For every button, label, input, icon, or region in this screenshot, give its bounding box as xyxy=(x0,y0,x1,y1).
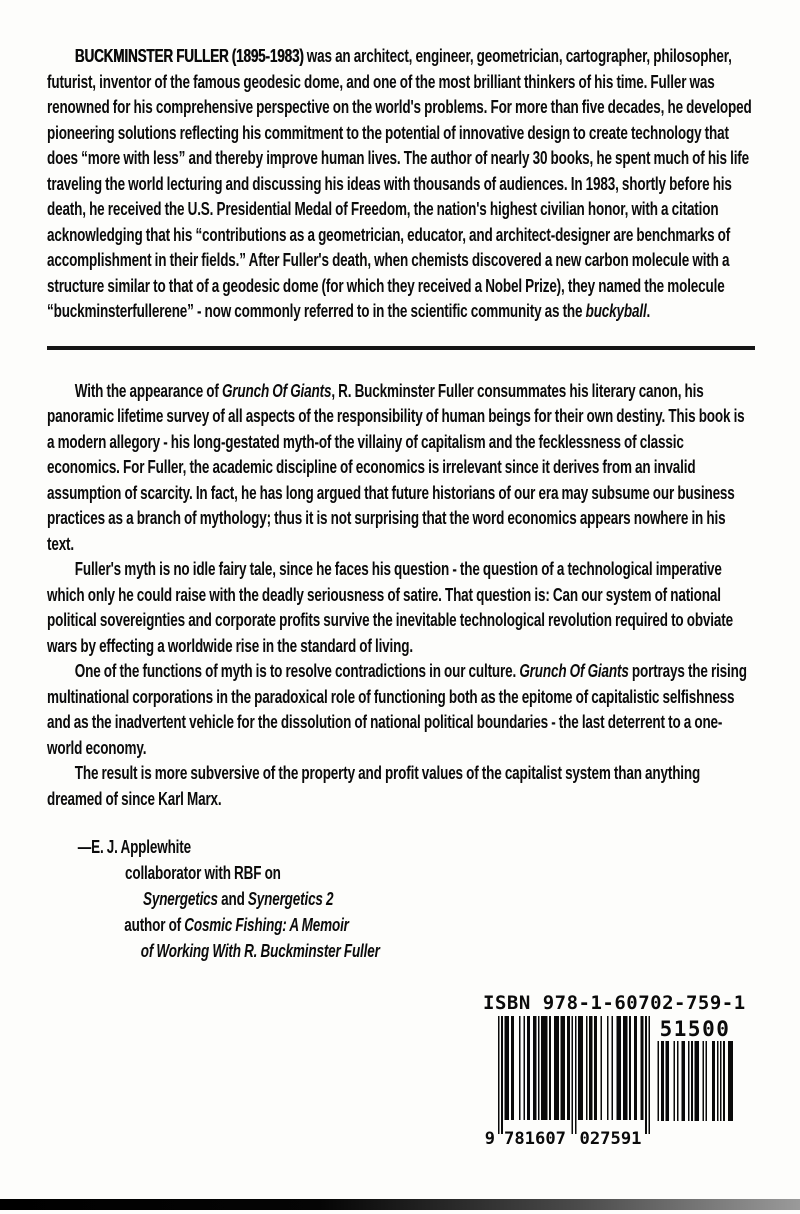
text-segment: One of the functions of myth is to resolve contradictions in our culture. xyxy=(74,661,520,681)
barcode-block xyxy=(483,992,746,1150)
text-segment: portrays the rising multinational corporations in the paradoxical role of functioning both as the epitome of capitalistic selfishness and as the inadvertent vehicle for the dissolution of national political boundaries - the last deterrent to a one-world economy. xyxy=(47,661,747,758)
text-segment: , R. Buckminster Fuller consummates his literary canon, his panoramic lifetime survey of all aspects of the responsibility of human beings for their own destiny. This book is a modern allegory - his long-gestated myth-of the villainy of capitalism and the fecklessness of classic economics. For Fuller, the academic discipline of economics is irrelevant since it derives from an invalid assumption of scarcity. In fact, he has long argued that future historians of our era may subsume our business practices as a branch of mythology; thus it is not surprising that the word economics appears nowhere in his text. xyxy=(47,380,745,554)
text-segment: of Working With R. Buckminster Fuller xyxy=(140,941,380,961)
attribution-role-line-4 xyxy=(47,938,755,964)
author-bio-paragraph xyxy=(47,44,755,325)
svg-text:9: 9 xyxy=(484,1129,495,1148)
attribution-role-line-3 xyxy=(47,912,755,938)
svg-text:027591: 027591 xyxy=(579,1129,642,1148)
text-segment: . xyxy=(646,301,651,321)
text-segment: Synergetics xyxy=(143,889,218,909)
text-segment: With the appearance of xyxy=(74,380,222,401)
attribution-name xyxy=(47,834,755,860)
text-segment: collaborator with RBF on xyxy=(125,863,281,883)
text-segment: author of xyxy=(124,915,185,935)
attribution-block xyxy=(47,834,755,964)
attribution-role-line-1 xyxy=(47,860,755,886)
attribution-role-line-2 xyxy=(47,886,755,912)
text-segment: —E. J. Applewhite xyxy=(77,837,191,857)
text-segment: was an architect, engineer, geometrician, cartographer, philosopher, futurist, inventor of the famous geodesic dome, and one of the most brilliant thinkers of his time. Fuller was renowned for his comprehensive perspective on the world's problems. For more than five decades, he developed pioneering solutions reflecting his commitment to the potential of innovative design to create technology that does “more with less” and thereby improve human lives. The author of nearly 30 books, he spent much of his life traveling the world lecturing and discussing his ideas with thousands of audiences. In 1983, shortly before his death, he received the U.S. Presidential Medal of Freedom, the nation's highest civilian honor, with a citation acknowledging that his “contributions as a geometrician, educator, and architect-designer are benchmarks of accomplishment in their fields.” After Fuller's death, when chemists discovered a new carbon molecule with a structure similar to that of a geodesic dome (for which they received a Nobel Prize), they named the molecule “buckminsterfullerene” - now commonly referred to in the scientific community as the xyxy=(47,46,752,321)
svg-text:781607: 781607 xyxy=(504,1129,566,1148)
text-segment: BUCKMINSTER FULLER (1895-1983) xyxy=(74,46,304,66)
text-segment: buckyball xyxy=(585,301,647,321)
review-paragraph-1 xyxy=(47,379,755,558)
ean13-barcode xyxy=(484,1016,654,1148)
text-segment: Synergetics 2 xyxy=(247,889,334,909)
isbn-label: ISBN 978-1-60702-759-1 xyxy=(483,992,746,1014)
text-segment: Grunch Of Giants xyxy=(519,661,629,681)
text-segment: and xyxy=(217,889,248,909)
price-code: 51500 xyxy=(659,1017,731,1041)
text-segment: Fuller's myth is no idle fairy tale, since he faces his question - the question of a technological imperative which only he could raise with the deadly seriousness of satire. That question is: Can our system of national political sovereignties and corporate profits survive the inevitable technological revolution required to obviate wars by effecting a worldwide rise in the standard of living. xyxy=(47,559,733,656)
review-paragraph-3 xyxy=(47,659,755,761)
review-paragraph-4 xyxy=(47,761,755,812)
ean5-barcode xyxy=(656,1041,734,1121)
text-segment: Grunch Of Giants xyxy=(221,380,332,401)
text-segment: Cosmic Fishing: A Memoir xyxy=(184,915,349,935)
section-divider xyxy=(47,346,755,350)
back-cover-text xyxy=(47,44,755,964)
text-segment: The result is more subversive of the property and profit values of the capitalist system than anything dreamed of since Karl Marx. xyxy=(47,763,701,809)
review-paragraph-2 xyxy=(47,557,755,659)
scan-bottom-edge xyxy=(0,1199,800,1210)
